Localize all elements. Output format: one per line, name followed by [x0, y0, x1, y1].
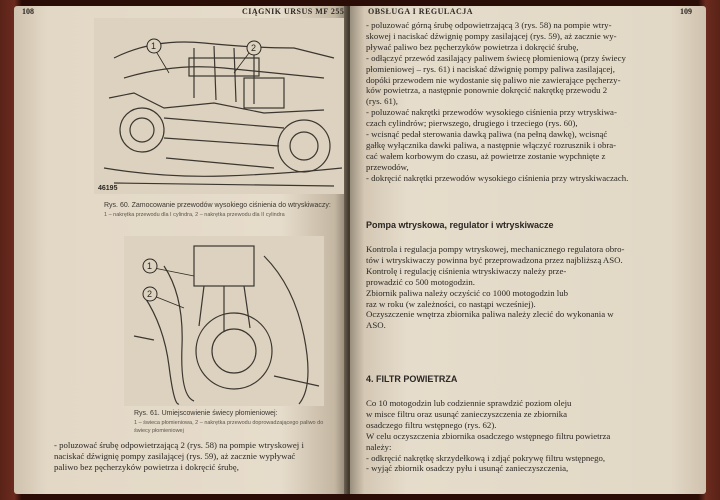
figure-61-flame-plug	[124, 236, 324, 406]
right-s1-line: ASO.	[366, 320, 386, 331]
right-page-number: 109	[680, 7, 692, 16]
right-p1-line: gałkę wyłącznika dawki paliwa, a następnie włączyć rozrusznik i obra-	[366, 139, 617, 150]
right-p1-line: cać wałem korbowym do czasu, aż powietrze zostanie wypchnięte z	[366, 150, 606, 161]
figure-60-callout-1: 1	[151, 41, 157, 51]
left-page	[14, 6, 348, 494]
right-page-header: OBSŁUGA I REGULACJA	[368, 7, 474, 16]
right-p1-line: (rys. 61),	[366, 96, 399, 107]
right-s1-line: Oczyszczenie wnętrza zbiornika paliwa należy zlecić do wykonania w	[366, 309, 614, 320]
right-p1-line: dopóki przewodem nie wydostanie się paliwo nie zawierające pęcherzy-	[366, 74, 621, 85]
figure-61-callout-2: 2	[147, 289, 153, 299]
right-p1-line: skowej i naciskać dźwignię pompy zasilającej (rys. 59), aż zacznie wy-	[366, 30, 617, 41]
figure-61-callout-1: 1	[147, 261, 153, 271]
right-p1-line: - poluzować nakrętki przewodów wysokiego ciśnienia przy wtryskiwa-	[366, 107, 617, 118]
figure-61-caption-legend: 1 – świeca płomieniowa, 2 – nakrętka przewodu doprowadzającego paliwo do świecy płomieniowej	[134, 419, 324, 434]
figure-60-engine-injectors	[94, 18, 344, 194]
right-p1-line: ków powietrza, a następnie ponownie dokręcić nakrętkę przewodu 2	[366, 85, 608, 96]
figure-60-code: 46195	[98, 185, 118, 192]
right-p1-line: przewodów,	[366, 161, 409, 172]
right-section-2-body	[366, 398, 696, 474]
left-body-line-3: paliwo bez pęcherzyków powietrza i dokręcić śrubę,	[54, 461, 239, 472]
right-section-1-body	[366, 244, 696, 331]
right-page	[350, 6, 706, 494]
right-s1-line: raz w roku (w zależności, co nastąpi wcześniej).	[366, 298, 536, 309]
left-body-line-1: - poluzować śrubę odpowietrzającą 2 (rys. 58) na pompie wtryskowej i	[54, 440, 304, 450]
right-paragraph-1	[366, 20, 696, 184]
figure-61-caption-title: Rys. 61. Umiejscowienie świecy płomieniowej:	[134, 410, 278, 417]
right-s1-line: Zbiornik paliwa należy oczyścić co 1000 motogodzin lub	[366, 287, 569, 298]
right-p1-line: płomieniowej – rys. 61) i naciskać dźwignię pompy paliwa zasilającej,	[366, 63, 615, 74]
right-s2-line: - wyjąć zbiornik osadczy pyłu i usunąć zanieczyszczenia,	[366, 463, 569, 474]
right-p1-line: - dokręcić nakrętki przewodów wysokiego ciśnienia przy wtryskiwaczach.	[366, 172, 629, 183]
right-s2-line: W celu oczyszczenia zbiornika osadczego wstępnego filtru powietrza	[366, 430, 611, 441]
right-s2-line: należy:	[366, 441, 392, 452]
figure-60-caption-legend: 1 – nakrętka przewodu dla I cylindra, 2 – nakrętka przewodu dla II cylindra	[104, 211, 285, 218]
right-p1-line: pływać paliwo bez pęcherzyków powietrza i dokręcić śrubę,	[366, 41, 579, 52]
section-heading-air-filter: 4. FILTR POWIETRZA	[366, 374, 458, 384]
right-s2-line: w misce filtru oraz usunąć zanieczyszczenia ze zbiornika	[366, 408, 568, 419]
right-s1-line: prowadzić co 500 motogodzin.	[366, 276, 475, 287]
left-page-header: CIĄGNIK URSUS MF 255	[242, 7, 345, 16]
right-s1-line: Kontrolę i regulację ciśnienia wtryskiwaczy należy prze-	[366, 265, 567, 276]
figure-60-caption	[104, 202, 344, 219]
right-s2-line: - odkręcić nakrętkę skrzydełkową i zdjąć pokrywę filtru wstępnego,	[366, 452, 606, 463]
figure-60-callout-2: 2	[251, 43, 257, 53]
figure-60-drawing	[94, 18, 344, 194]
right-s2-line: osadczego filtru wstępnego (rys. 62).	[366, 419, 497, 430]
left-page-body	[54, 440, 346, 473]
section-heading-pump: Pompa wtryskowa, regulator i wtryskiwacze	[366, 220, 554, 230]
left-page-number: 108	[22, 7, 34, 16]
right-p1-line: - poluzować górną śrubę odpowietrzającą 3 (rys. 58) na pompie wtry-	[366, 20, 612, 30]
right-s2-line: Co 10 motogodzin lub codziennie sprawdzić poziom oleju	[366, 398, 572, 408]
figure-61-caption	[134, 410, 334, 436]
right-p1-line: - odłączyć przewód zasilający paliwem świecę płomieniową (przy świecy	[366, 52, 626, 63]
right-s1-line: Kontrola i regulacja pompy wtryskowej, mechanicznego regulatora obro-	[366, 244, 625, 254]
left-body-line-2: naciskać dźwignię pompy zasilającej (rys. 59), aż zacznie wypływać	[54, 450, 296, 461]
right-p1-line: - wcisnąć pedał sterowania dawką paliwa (na pełną dawkę), wcisnąć	[366, 129, 608, 140]
figure-61-drawing	[124, 236, 324, 406]
right-s1-line: tów i wtryskiwaczy powinna być przeprowadzona przez najbliższą ASO.	[366, 254, 623, 265]
figure-60-caption-title: Rys. 60. Zamocowanie przewodów wysokiego ciśnienia do wtryskiwaczy:	[104, 202, 331, 209]
right-p1-line: czach cylindrów; pierwszego, drugiego i trzeciego (rys. 60),	[366, 118, 578, 129]
